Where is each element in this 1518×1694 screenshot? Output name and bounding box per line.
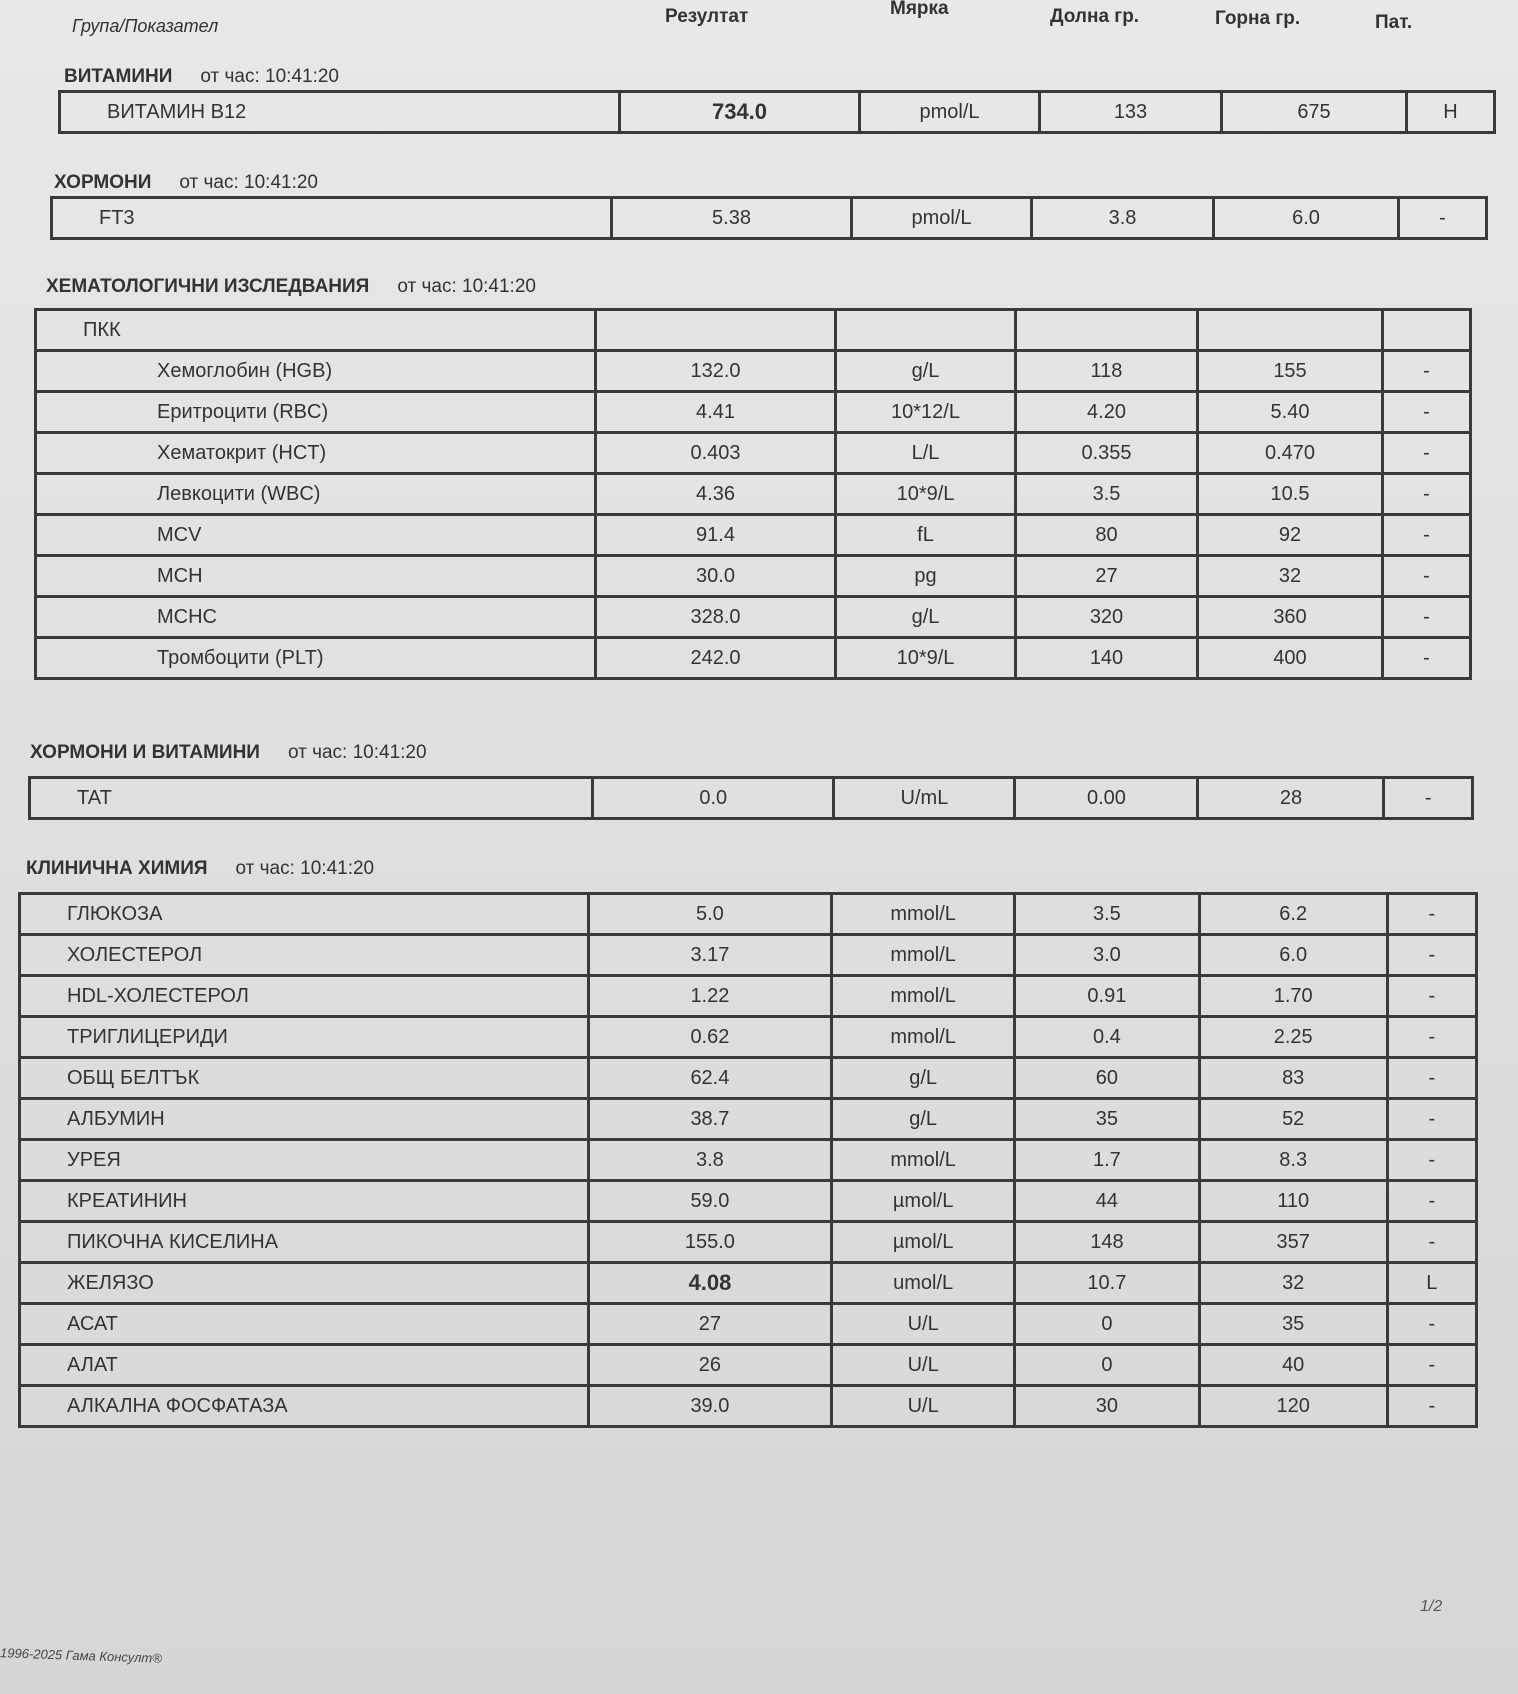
table-row [20, 1222, 1477, 1263]
cell-unit: pmol/L [860, 92, 1040, 133]
cell-low: 3.5 [1015, 894, 1200, 935]
section-name: ХОРМОНИ И ВИТАМИНИ [30, 742, 260, 763]
cell-unit: g/L [832, 1099, 1015, 1140]
cell-result: 155.0 [588, 1222, 832, 1263]
cell-high: 40 [1199, 1345, 1387, 1386]
cell-name: Еритроцити (RBC) [36, 392, 596, 433]
cell-result: 242.0 [596, 638, 836, 679]
cell-high: 400 [1198, 638, 1383, 679]
cell-unit: 10*9/L [836, 474, 1016, 515]
cell-low: 118 [1016, 351, 1198, 392]
cell-pat: - [1399, 198, 1487, 239]
cell-unit: µmol/L [832, 1181, 1015, 1222]
section-name: КЛИНИЧНА ХИМИЯ [26, 858, 208, 879]
table-row [20, 894, 1477, 935]
cell-name: ХОЛЕСТЕРОЛ [20, 935, 589, 976]
cell-unit: U/L [832, 1345, 1015, 1386]
cell-low: 320 [1016, 597, 1198, 638]
cell-high: 0.470 [1198, 433, 1383, 474]
column-header-row [0, 0, 1518, 46]
table-row [20, 1345, 1477, 1386]
table-row [36, 433, 1471, 474]
cell-name: ЖЕЛЯЗО [20, 1263, 589, 1304]
cell-low: 0.355 [1016, 433, 1198, 474]
section-title-hematology [46, 276, 536, 298]
cell-low: 0 [1015, 1304, 1200, 1345]
cell-name: MCV [36, 515, 596, 556]
cell-low: 10.7 [1015, 1263, 1200, 1304]
cell-pat: - [1383, 351, 1471, 392]
cell-name: Хематокрит (HCT) [36, 433, 596, 474]
cell-name: КРЕАТИНИН [20, 1181, 589, 1222]
cell-high: 52 [1199, 1099, 1387, 1140]
cell-pat: - [1383, 474, 1471, 515]
cell-pat: - [1383, 433, 1471, 474]
cell-unit: fL [836, 515, 1016, 556]
cell-high: 675 [1222, 92, 1407, 133]
cell-unit: 10*9/L [836, 638, 1016, 679]
cell-result: 38.7 [588, 1099, 832, 1140]
cell-unit: mmol/L [832, 1017, 1015, 1058]
cell-pat: - [1387, 1181, 1476, 1222]
cell-high: 6.2 [1199, 894, 1387, 935]
cell-pat: - [1384, 778, 1473, 819]
table-row [20, 1017, 1477, 1058]
cell-pat: - [1383, 638, 1471, 679]
cell-high: 8.3 [1199, 1140, 1387, 1181]
cell-result: 26 [588, 1345, 832, 1386]
cell-low: 3.8 [1032, 198, 1214, 239]
cell-low: 140 [1016, 638, 1198, 679]
cell-result: 4.41 [596, 392, 836, 433]
cell-high: 92 [1198, 515, 1383, 556]
cell-low: 0 [1015, 1345, 1200, 1386]
cell-result: 59.0 [588, 1181, 832, 1222]
cell-high: 5.40 [1198, 392, 1383, 433]
cell-result: 39.0 [588, 1386, 832, 1427]
section-name: ХОРМОНИ [54, 172, 152, 193]
cell-high: 35 [1199, 1304, 1387, 1345]
cell-unit: µmol/L [832, 1222, 1015, 1263]
header-unit: Мярка [890, 0, 949, 19]
cell-result: 132.0 [596, 351, 836, 392]
table-row [36, 515, 1471, 556]
cell-pat: - [1387, 894, 1476, 935]
cell-result: 0.62 [588, 1017, 832, 1058]
cell-result: 4.36 [596, 474, 836, 515]
cell-low: 1.7 [1015, 1140, 1200, 1181]
cell-high: 6.0 [1214, 198, 1399, 239]
cell-name: Тромбоцити (PLT) [36, 638, 596, 679]
section-time: от час: 10:41:20 [287, 742, 427, 763]
cell-high: 110 [1199, 1181, 1387, 1222]
cell-high: 83 [1199, 1058, 1387, 1099]
cell-unit: pg [836, 556, 1016, 597]
footer-copyright: 1996-2025 Гама Консулт® [0, 1645, 163, 1666]
cell-high: 6.0 [1199, 935, 1387, 976]
table-row [36, 351, 1471, 392]
cell-name: HDL-ХОЛЕСТЕРОЛ [20, 976, 589, 1017]
cell-low: 30 [1015, 1386, 1200, 1427]
table-row-group [36, 310, 1471, 351]
cell-name: АЛБУМИН [20, 1099, 589, 1140]
cell-result: 62.4 [588, 1058, 832, 1099]
cell-result: 3.17 [588, 935, 832, 976]
cell-unit: mmol/L [832, 976, 1015, 1017]
cell-high: 120 [1199, 1386, 1387, 1427]
section-time: от час: 10:41:20 [397, 276, 536, 297]
cell-name: TAT [30, 778, 593, 819]
cell-result: 0.0 [593, 778, 834, 819]
table-hormones-vitamins [28, 776, 1474, 820]
table-row [36, 392, 1471, 433]
cell-result: 734.0 [620, 92, 860, 133]
cell-unit: 10*12/L [836, 392, 1016, 433]
cell-high: 32 [1199, 1263, 1387, 1304]
header-result: Резултат [665, 6, 749, 27]
section-title-vitamins [64, 66, 339, 88]
cell-high: 360 [1198, 597, 1383, 638]
section-title-hormones-vitamins [30, 742, 427, 764]
cell-result: 4.08 [588, 1263, 832, 1304]
section-name: ХЕМАТОЛОГИЧНИ ИЗСЛЕДВАНИЯ [46, 276, 370, 297]
cell-pat: - [1383, 515, 1471, 556]
cell-pat: - [1383, 392, 1471, 433]
cell-low: 3.5 [1016, 474, 1198, 515]
cell-pat: - [1387, 1140, 1476, 1181]
cell-high: 2.25 [1199, 1017, 1387, 1058]
cell-unit: pmol/L [852, 198, 1032, 239]
cell-low: 0.4 [1015, 1017, 1200, 1058]
table-row [20, 1058, 1477, 1099]
table-row [36, 597, 1471, 638]
cell-pat: - [1387, 976, 1476, 1017]
table-vitamins [58, 90, 1496, 134]
cell-unit: g/L [836, 597, 1016, 638]
cell-unit: umol/L [832, 1263, 1015, 1304]
cell-result: 1.22 [588, 976, 832, 1017]
cell-unit: mmol/L [832, 894, 1015, 935]
cell-result: 5.0 [588, 894, 832, 935]
section-time: от час: 10:41:20 [235, 858, 375, 879]
section-time: от час: 10:41:20 [179, 172, 318, 193]
cell-low: 4.20 [1016, 392, 1198, 433]
cell-low: 148 [1015, 1222, 1200, 1263]
cell-low: 44 [1015, 1181, 1200, 1222]
cell-result: 27 [588, 1304, 832, 1345]
header-low: Долна гр. [1050, 6, 1140, 27]
cell-name: ТРИГЛИЦЕРИДИ [20, 1017, 589, 1058]
table-hematology [34, 308, 1472, 680]
cell-unit: U/mL [834, 778, 1015, 819]
cell-pat: H [1407, 92, 1495, 133]
cell-name: MCH [36, 556, 596, 597]
header-group: Група/Показател [72, 16, 219, 36]
cell-name: АЛАТ [20, 1345, 589, 1386]
cell-result: 3.8 [588, 1140, 832, 1181]
section-title-chemistry [26, 858, 374, 880]
table-row [36, 474, 1471, 515]
cell-pat: - [1387, 1345, 1476, 1386]
cell-pat: - [1387, 935, 1476, 976]
table-row [20, 1099, 1477, 1140]
table-row [20, 1263, 1477, 1304]
cell-pat: - [1387, 1099, 1476, 1140]
cell-name: Левкоцити (WBC) [36, 474, 596, 515]
cell-pat: - [1387, 1017, 1476, 1058]
cell-name: УРЕЯ [20, 1140, 589, 1181]
table-row [30, 778, 1473, 819]
cell-name: АЛКАЛНА ФОСФАТАЗА [20, 1386, 589, 1427]
cell-low: 133 [1040, 92, 1222, 133]
cell-result: 30.0 [596, 556, 836, 597]
cell-result: 328.0 [596, 597, 836, 638]
cell-name: FT3 [52, 198, 612, 239]
cell-result: 5.38 [612, 198, 852, 239]
cell-name: АСАТ [20, 1304, 589, 1345]
cell-low: 0.00 [1015, 778, 1198, 819]
header-high: Горна гр. [1215, 8, 1301, 29]
table-row [36, 556, 1471, 597]
section-time: от час: 10:41:20 [200, 66, 339, 87]
cell-result: 0.403 [596, 433, 836, 474]
cell-low: 60 [1015, 1058, 1200, 1099]
cell-unit: g/L [836, 351, 1016, 392]
cell-unit: mmol/L [832, 935, 1015, 976]
cell-high: 28 [1198, 778, 1384, 819]
cell-unit: U/L [832, 1386, 1015, 1427]
table-row [20, 1386, 1477, 1427]
cell-pat: - [1387, 1304, 1476, 1345]
cell-unit: g/L [832, 1058, 1015, 1099]
table-row [20, 1140, 1477, 1181]
cell-unit: U/L [832, 1304, 1015, 1345]
cell-pat: - [1387, 1058, 1476, 1099]
section-name: ВИТАМИНИ [64, 66, 173, 87]
cell-unit: L/L [836, 433, 1016, 474]
cell-low: 0.91 [1015, 976, 1200, 1017]
cell-high: 1.70 [1199, 976, 1387, 1017]
table-row [20, 976, 1477, 1017]
cell-pat: - [1387, 1222, 1476, 1263]
section-title-hormones [54, 172, 318, 194]
cell-result: 91.4 [596, 515, 836, 556]
cell-high: 32 [1198, 556, 1383, 597]
table-chemistry [18, 892, 1478, 1428]
table-row [52, 198, 1487, 239]
cell-name: ОБЩ БЕЛТЪК [20, 1058, 589, 1099]
cell-name: Хемоглобин (HGB) [36, 351, 596, 392]
cell-pat: - [1383, 556, 1471, 597]
table-hormones [50, 196, 1488, 240]
cell-pat: - [1387, 1386, 1476, 1427]
table-row [60, 92, 1495, 133]
cell-low: 80 [1016, 515, 1198, 556]
cell-name: ВИТАМИН В12 [60, 92, 620, 133]
table-row [20, 935, 1477, 976]
cell-high: 357 [1199, 1222, 1387, 1263]
cell-name: MCHC [36, 597, 596, 638]
cell-group-name: ПКК [36, 310, 596, 351]
cell-unit: mmol/L [832, 1140, 1015, 1181]
table-row [36, 638, 1471, 679]
cell-low: 3.0 [1015, 935, 1200, 976]
cell-name: ГЛЮКОЗА [20, 894, 589, 935]
cell-name: ПИКОЧНА КИСЕЛИНА [20, 1222, 589, 1263]
cell-high: 10.5 [1198, 474, 1383, 515]
header-pat: Пат. [1375, 12, 1413, 33]
cell-low: 35 [1015, 1099, 1200, 1140]
cell-pat: L [1387, 1263, 1476, 1304]
cell-high: 155 [1198, 351, 1383, 392]
table-row [20, 1304, 1477, 1345]
cell-pat: - [1383, 597, 1471, 638]
table-row [20, 1181, 1477, 1222]
cell-low: 27 [1016, 556, 1198, 597]
page-number: 1/2 [1420, 1598, 1443, 1615]
